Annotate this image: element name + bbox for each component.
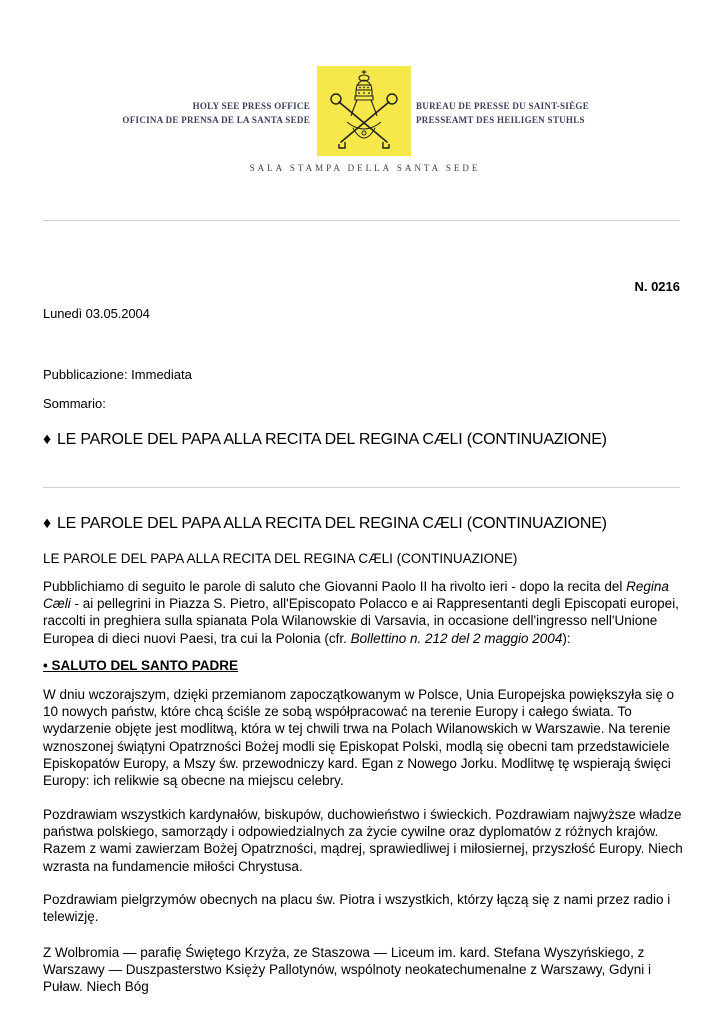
paragraph: W dniu wczorajszym, dzięki przemianom zapoczątkowanym w Polsce, Unia Europejska powiększyła się o 10 nowych państw, które chcą ściśle ze sobą współpracować na terenie Europy i całego świata. To wydarzenie objęte jest modlitwą, która w tej chwili trwa na Polach Wilanowskich w Warszawie. Na terenie wznoszonej świątyni Opatrzności Bożej modli się Episkopat Polski, modlą się obecni tam przedstawiciele Episkopatów Europy, a Mszy św. przewodniczy kard. Egan z Nowego Jorku. Modlitwę tę wspierają święci Europy: ich relikwie są obecne na miejscu celebry. bbox=[43, 687, 674, 789]
bulletin-number: N. 0216 bbox=[634, 279, 680, 294]
letterhead-left-line1: HOLY SEE PRESS OFFICE bbox=[192, 101, 310, 111]
article-title-text: LE PAROLE DEL PAPA ALLA RECITA DEL REGINA CÆLI (CONTINUAZIONE) bbox=[56, 515, 607, 532]
intro-italic-bollettino: Bollettino n. 212 del 2 maggio 2004 bbox=[350, 630, 563, 646]
section-title: • SALUTO DEL SANTO PADRE bbox=[43, 658, 238, 673]
paragraph: Pozdrawiam wszystkich kardynałów, biskupów, duchowieństwo i świeckich. Pozdrawiam najwyższe władze państwa polskiego, samorządy i odpowiedzialnych za życie cywilne oraz dyplomatów z różnych krajów. Razem z wami zawierzam Bożej Opatrzności, mądrej, sprawiedliwej i miłosiernej, przyszłość Europy. Niech wzrasta na fundamencie miłości Chrystusa. bbox=[43, 807, 683, 874]
article-title bbox=[43, 515, 607, 533]
letterhead bbox=[0, 0, 724, 210]
bulletin-date: Lunedì 03.05.2004 bbox=[43, 306, 150, 321]
divider-middle bbox=[43, 487, 680, 488]
letterhead-right-line1: BUREAU DE PRESSE DU SAINT-SIÈGE bbox=[416, 101, 590, 111]
intro-text-2: - ai pellegrini in Piazza S. Pietro, all'Episcopato Polacco e ai Rappresentanti degli Episcopati europei, raccolti in preghiera sulla spianata Pola Wilanowskie di Varsavia, in occasione dell'ingresso nell'Unione Europea di dieci nuovi Paesi, tra cui la Polonia (cfr. bbox=[43, 596, 679, 646]
summary-label: Sommario: bbox=[43, 396, 106, 411]
article-subtitle: LE PAROLE DEL PAPA ALLA RECITA DEL REGINA CÆLI (CONTINUAZIONE) bbox=[43, 551, 518, 566]
intro-text-3: ): bbox=[562, 630, 571, 646]
letterhead-left bbox=[122, 99, 310, 127]
holy-see-emblem-icon bbox=[317, 66, 411, 156]
letterhead-right bbox=[416, 99, 589, 127]
paragraph: Pozdrawiam pielgrzymów obecnych na placu św. Piotra i wszystkich, którzy łączą się z nami przez radio i telewizję. bbox=[43, 892, 671, 925]
intro-italic-regina: Regina Cæli bbox=[43, 579, 669, 612]
paragraph: Z Wolbromia — parafię Świętego Krzyża, ze Staszowa — Liceum im. kard. Stefana Wyszyńskiego, z Warszawy — Duszpasterstwo Księży Pallotynów, wspólnoty neokatechumenalne z Warszawy, Gdyni i Puław. Niech Bóg bbox=[43, 945, 651, 995]
divider-top bbox=[43, 220, 680, 221]
article-intro bbox=[43, 578, 683, 647]
summary-item-text: LE PAROLE DEL PAPA ALLA RECITA DEL REGINA CÆLI (CONTINUAZIONE) bbox=[56, 431, 607, 448]
letterhead-right-line2: PRESSEAMT DES HEILIGEN STUHLS bbox=[416, 115, 585, 125]
letterhead-center: SALA STAMPA DELLA SANTA SEDE bbox=[249, 163, 481, 173]
diamond-bullet-icon: ♦ bbox=[43, 431, 51, 448]
summary-item-link[interactable] bbox=[43, 431, 607, 449]
letterhead-left-line2: OFICINA DE PRENSA DE LA SANTA SEDE bbox=[122, 115, 310, 125]
publication-status: Pubblicazione: Immediata bbox=[43, 367, 192, 382]
intro-text-1: Pubblichiamo di seguito le parole di saluto che Giovanni Paolo II ha rivolto ieri - dopo la recita del bbox=[43, 579, 627, 594]
diamond-bullet-icon: ♦ bbox=[43, 515, 51, 532]
